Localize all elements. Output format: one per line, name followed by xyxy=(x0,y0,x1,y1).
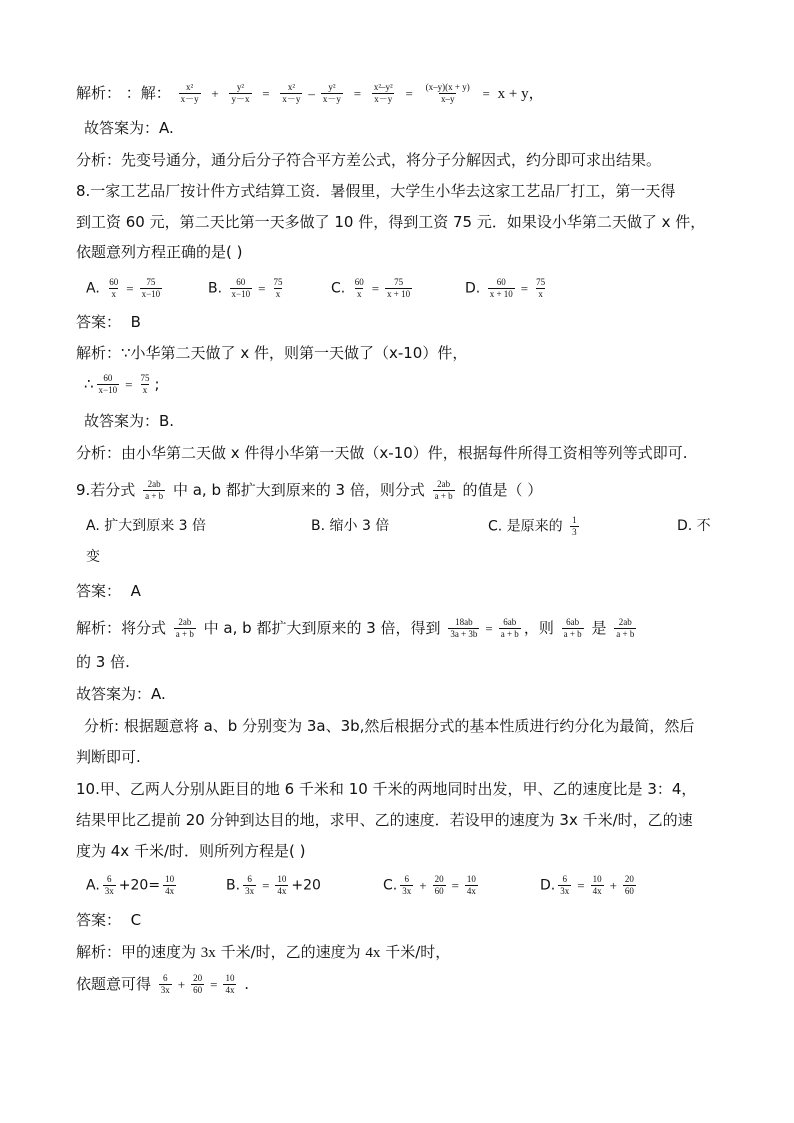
q9-fenxi-line1: 分析: 根据题意将 a、b 分别变为 3a、3b,然后根据分式的基本性质进行约分化为最简，然后 xyxy=(84,717,695,735)
q9-option-d[interactable]: D. 不 xyxy=(677,518,711,534)
q10-answer: C xyxy=(130,911,142,929)
q8-answer-text: 故答案为：B. xyxy=(84,412,175,430)
q9-analysis-cont: 的 3 倍. xyxy=(76,653,130,671)
q9-option-a[interactable]: A. 扩大到原来 3 倍 xyxy=(86,518,207,534)
q10-stem-line3: 度为 4x 千米/时．则所列方程是( ) xyxy=(76,842,306,860)
q9-answer: A xyxy=(130,582,141,600)
q7-result: x + y， xyxy=(497,86,544,102)
q8-fenxi: 分析：由小华第二天做 x 件得小华第一天做（x-10）件，根据每件所得工资相等列等式即可. xyxy=(76,444,688,462)
q9-fenxi-line2: 判断即可. xyxy=(76,748,141,766)
q8-option-b[interactable]: B. $\frac{60}{x-10}$ = $\frac{75}{x}$ xyxy=(208,277,283,299)
q8-answer: B xyxy=(130,313,141,331)
q8-option-a[interactable]: A. $\frac{60}{x}$ = $\frac{75}{x-10}$ xyxy=(86,277,161,299)
fraction: $\frac{\text{x²}}{x-y}$ xyxy=(180,82,199,104)
q8-analysis: 解析：∵小华第二天做了 x 件，则第一天做了（x-10）件， xyxy=(76,344,468,362)
q9-analysis: 解析：将分式 $\frac{2ab}{a + b}$ 中 a, b 都扩大到原来的 3 倍，得到 $\frac{18ab}{3a + 3b}$ = $\frac{6ab}{a + b}$ ，则 $\frac{6ab}{a + b}$ 是 $\frac{2ab}{a + b}$ xyxy=(76,617,635,639)
q10-option-d[interactable]: D. $\frac{6}{3x}$ = $\frac{10}{4x}$ + $\frac{20}{60}$ xyxy=(540,874,634,896)
q10-stem-line1: 10.甲、乙两人分别从距目的地 6 千米和 10 千米的两地同时出发，甲、乙的速度比是 3：4， xyxy=(76,780,697,798)
q9-option-b[interactable]: B. 缩小 3 倍 xyxy=(311,518,390,534)
q7-analysis-prefix: 解析： ：解： xyxy=(76,84,171,102)
q8-stem-line3: 依题意列方程正确的是( ) xyxy=(76,243,243,261)
q8-stem-line2: 到工资 60 元，第二天比第一天多做了 10 件，得到工资 75 元．如果设小华第二天做了 x 件， xyxy=(76,213,706,231)
fraction: $\frac{\text{x²–y²}}{x-y}$ xyxy=(373,82,393,104)
q9-stem: 9.若分式 $\frac{2ab}{a + b}$ 中 a, b 都扩大到原来的 3 倍，则分式 $\frac{2ab}{a + b}$ 的值是（ ） xyxy=(76,479,543,501)
q8-answer-line: 答案： B xyxy=(76,313,141,331)
q9-answer-line: 答案： A xyxy=(76,582,141,600)
q10-stem-line2: 结果甲比乙提前 20 分钟到达目的地，求甲、乙的速度．若设甲的速度为 3x 千米/时，乙的速 xyxy=(76,811,693,829)
q7-analysis-line: 解析： ：解： $\frac{\text{x²}}{x-y}$ + $\frac{\text{y²}}{y-x}$ = $\frac{\text{x²}}{x-y}$ – $\frac{\text{y²}}{x-y}$ = $\frac{\text{x²–y²}}{x-y}$ = $\frac{(x-y)(x + y)}{x-y}$ = x + y， xyxy=(76,82,544,104)
q8-stem-line1: 8.一家工艺品厂按计件方式结算工资．暑假里，大学生小华去这家工艺品厂打工，第一天得 xyxy=(76,182,676,200)
q7-answer: 故答案为：A. xyxy=(84,119,174,137)
q8-option-c[interactable]: C. $\frac{60}{x}$ = $\frac{75}{x + 10}$ xyxy=(331,277,411,299)
q10-option-c[interactable]: C. $\frac{6}{3x}$ + $\frac{20}{60}$ = $\frac{10}{4x}$ xyxy=(383,874,476,896)
fraction: $\frac{(x-y)(x + y)}{x-y}$ xyxy=(425,82,470,104)
q9-option-c[interactable]: C. 是原来的 $\frac{1}{3}$ xyxy=(488,515,577,537)
fraction: $\frac{\text{y²}}{y-x}$ xyxy=(231,82,250,104)
q10-answer-line: 答案： C xyxy=(76,911,142,929)
fraction: $\frac{\text{x²}}{x-y}$ xyxy=(282,82,301,104)
q10-option-b[interactable]: B. $\frac{6}{3x}$ = $\frac{10}{4x}$ +20 xyxy=(226,874,321,896)
q7-fenxi: 分析：先变号通分，通分后分子符合平方差公式，将分子分解因式，约分即可求出结果。 xyxy=(76,151,662,169)
q10-equation-line: 依题意可得 $\frac{6}{3x}$ + $\frac{20}{60}$ = $\frac{10}{4x}$ . xyxy=(76,973,250,995)
q9-answer-text: 故答案为：A. xyxy=(76,685,166,703)
q8-therefore-line: ∴ $\frac{60}{x-10}$ = $\frac{75}{x}$ ; xyxy=(84,373,160,395)
q9-option-d-cont: 变 xyxy=(86,549,100,565)
q10-option-a[interactable]: A. $\frac{6}{3x}$ +20= $\frac{10}{4x}$ xyxy=(86,874,175,896)
q10-analysis: 解析：甲的速度为 3x 千米/时，乙的速度为 4x 千米/时， xyxy=(76,943,451,961)
q8-option-d[interactable]: D. $\frac{60}{x + 10}$ = $\frac{75}{x}$ xyxy=(465,277,546,299)
fraction: $\frac{\text{y²}}{x-y}$ xyxy=(322,82,341,104)
